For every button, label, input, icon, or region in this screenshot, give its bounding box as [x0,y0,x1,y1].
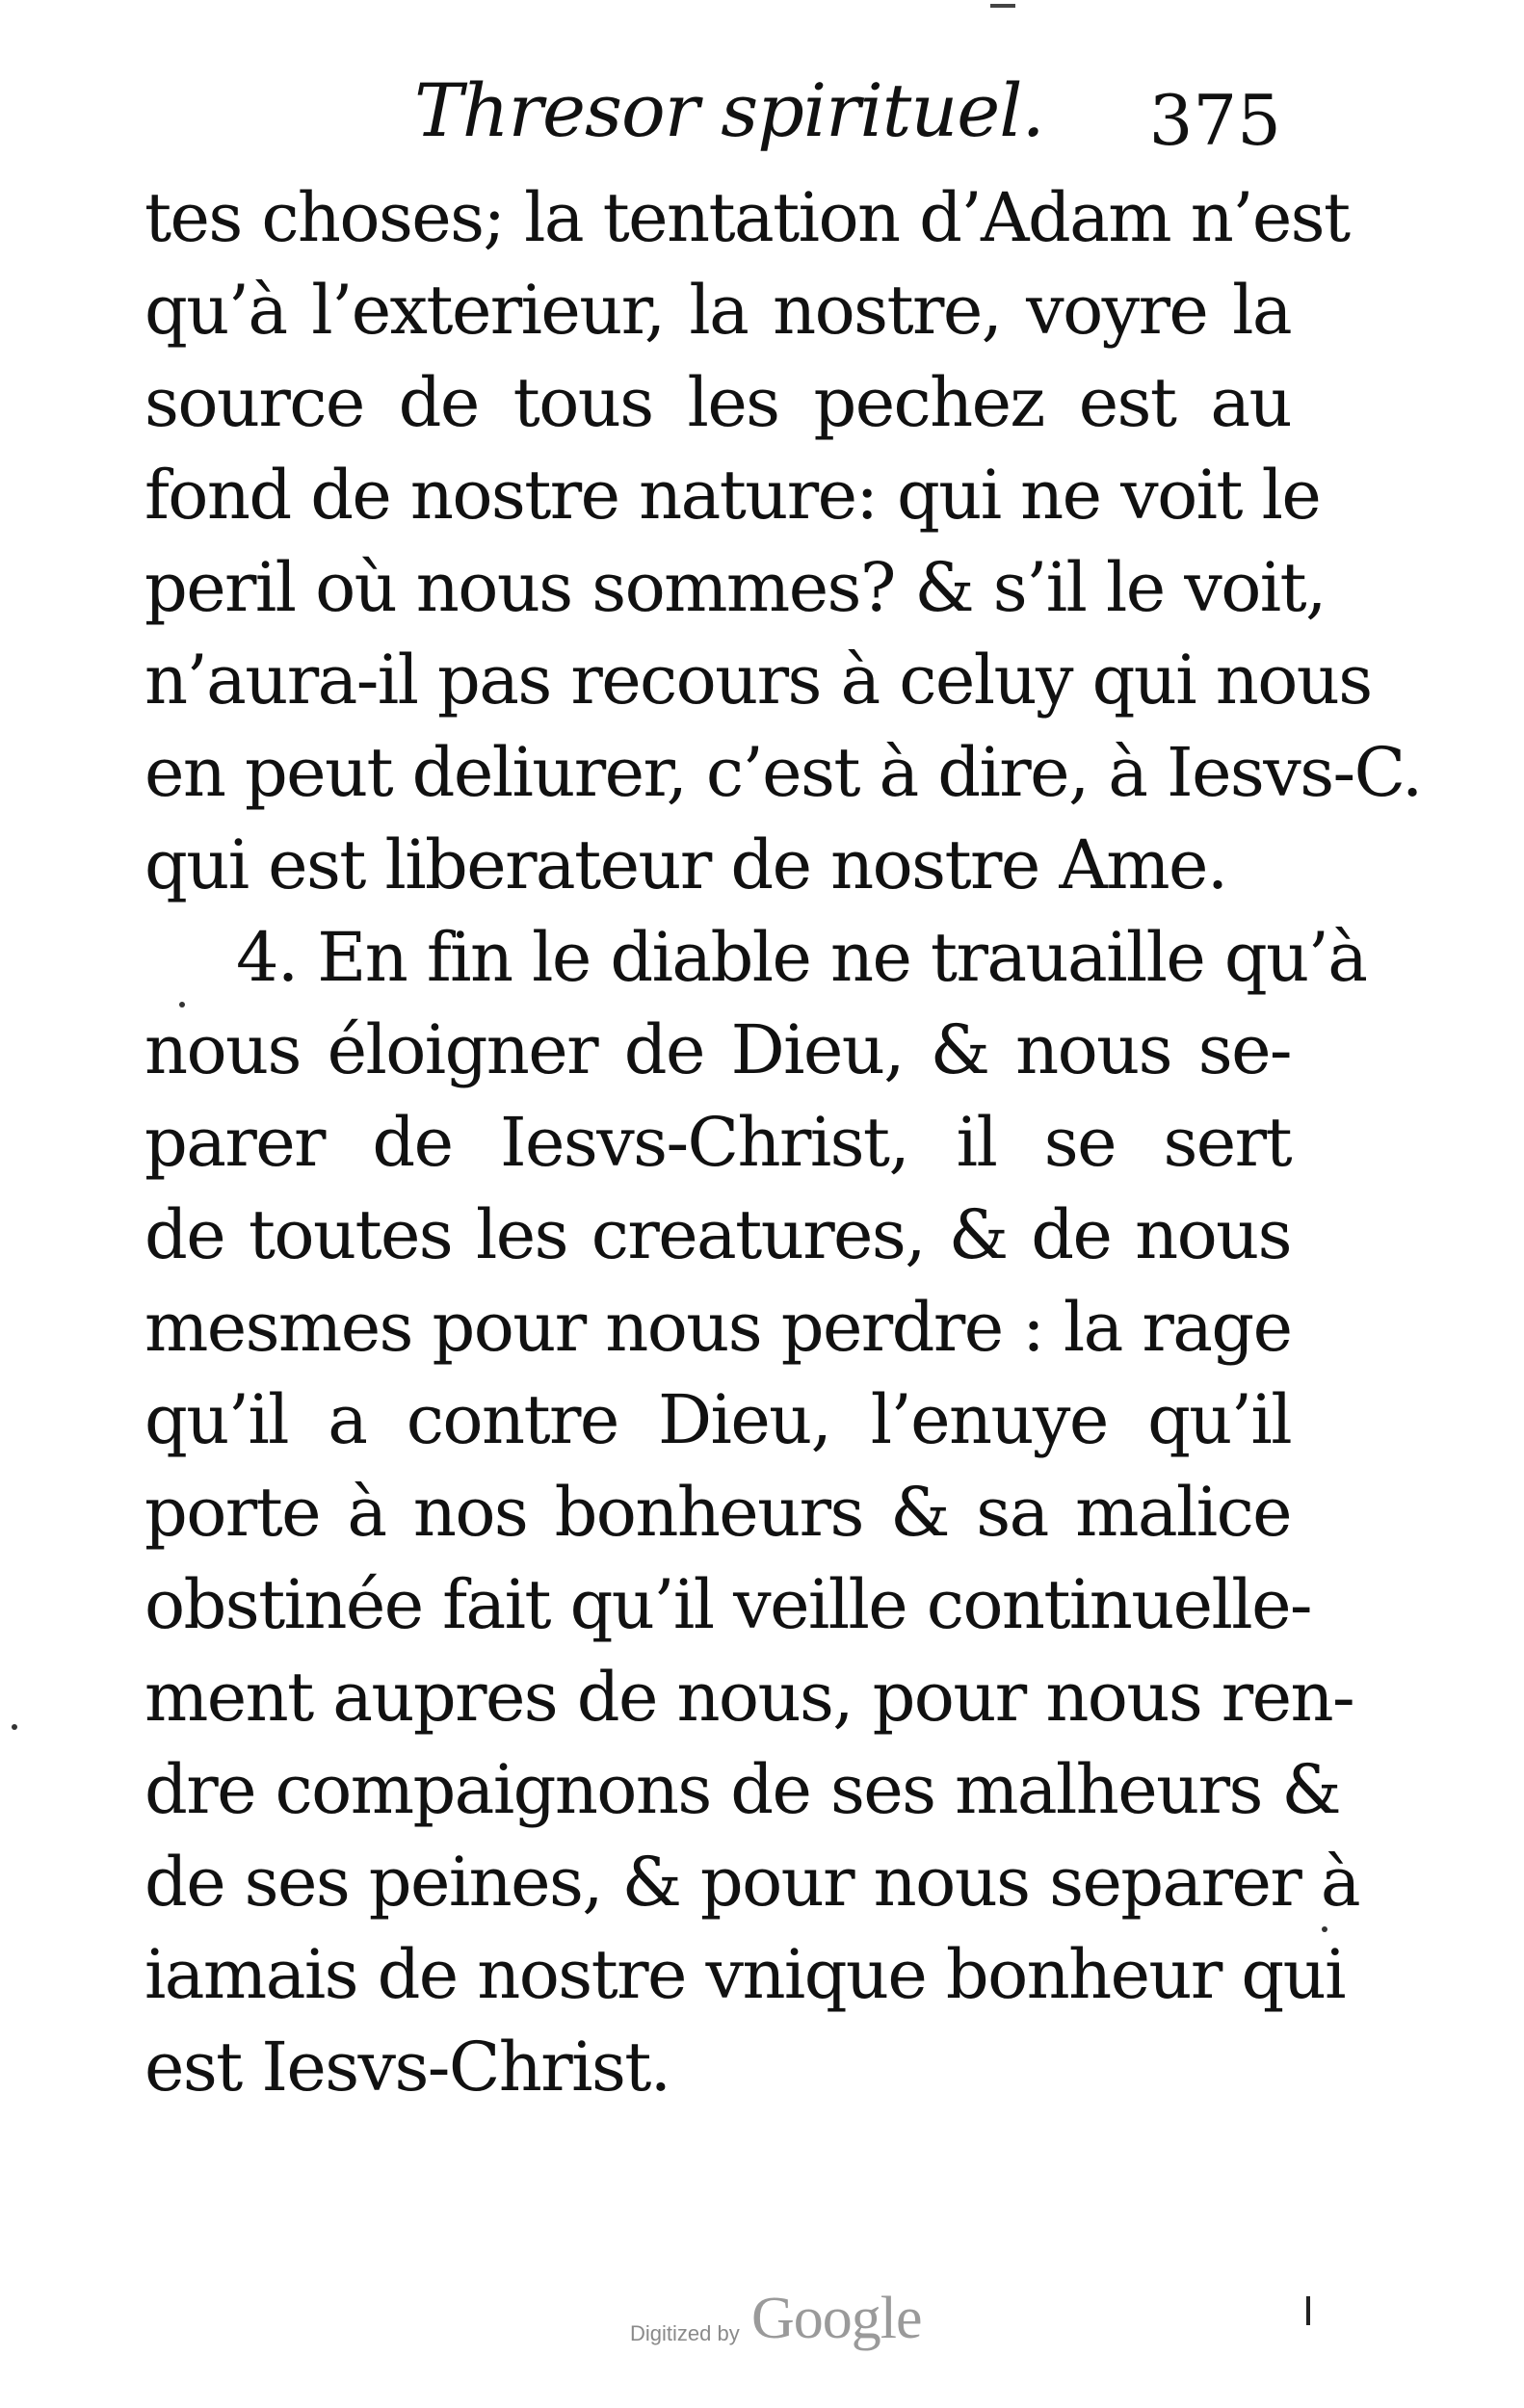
text-line: peril où nous sommes? & s’il le voit, [145,548,1326,627]
scan-mark [990,4,1015,8]
scan-speck [12,1724,17,1730]
text-line: de ses peines, & pour nous separer à [145,1843,1359,1922]
text-line: de toutes les creatures, & de nous [145,1195,1291,1274]
text-line: fond de nostre nature: qui ne voit le [145,456,1321,535]
scan-speck [179,1002,185,1008]
digitized-label: Digitized by [630,2321,740,2345]
scan-mark [1306,2296,1310,2325]
body-text [145,171,1422,2113]
running-title: Thresor spirituel. [414,67,1044,153]
text-line: obstinée fait qu’il veille continuelle- [145,1565,1311,1644]
text-line: tes choses; la tentation d’Adam n’est [145,178,1350,257]
page-number: 375 [1148,80,1281,161]
text-line: nous éloigner de Dieu, & nous se- [145,1010,1291,1089]
text-line: n’aura-il pas recours à celuy qui nous [145,641,1372,720]
text-line: est Iesvs-Christ. [145,2028,670,2107]
text-line: qu’à l’exterieur, la nostre, voyre la [145,271,1291,350]
running-head [145,58,1301,164]
text-line: qu’il a contre Dieu, l’enuye qu’il [145,1380,1291,1459]
text-line: mesmes pour nous perdre : la rage [145,1288,1292,1367]
text-line: qui est liberateur de nostre Ame. [145,825,1227,904]
text-line: ment aupres de nous, pour nous ren- [145,1658,1354,1737]
text-line: parer de Iesvs-Christ, il se sert [145,1103,1291,1182]
scan-speck [1322,1926,1327,1932]
text-line: porte à nos bonheurs & sa malice [145,1473,1291,1552]
text-line: iamais de nostre vnique bonheur qui [145,1935,1345,2014]
digitization-footer [0,2285,1524,2362]
text-line: source de tous les pechez est au [145,363,1291,442]
paragraph-start-line: 4. En fin le diable ne trauaille qu’à [236,918,1367,997]
text-line: dre compaignons de ses malheurs & [145,1750,1341,1829]
text-line: en peut deliurer, c’est à dire, à Iesvs-C. [145,733,1422,812]
digitizer-logo: Google [751,2286,922,2351]
